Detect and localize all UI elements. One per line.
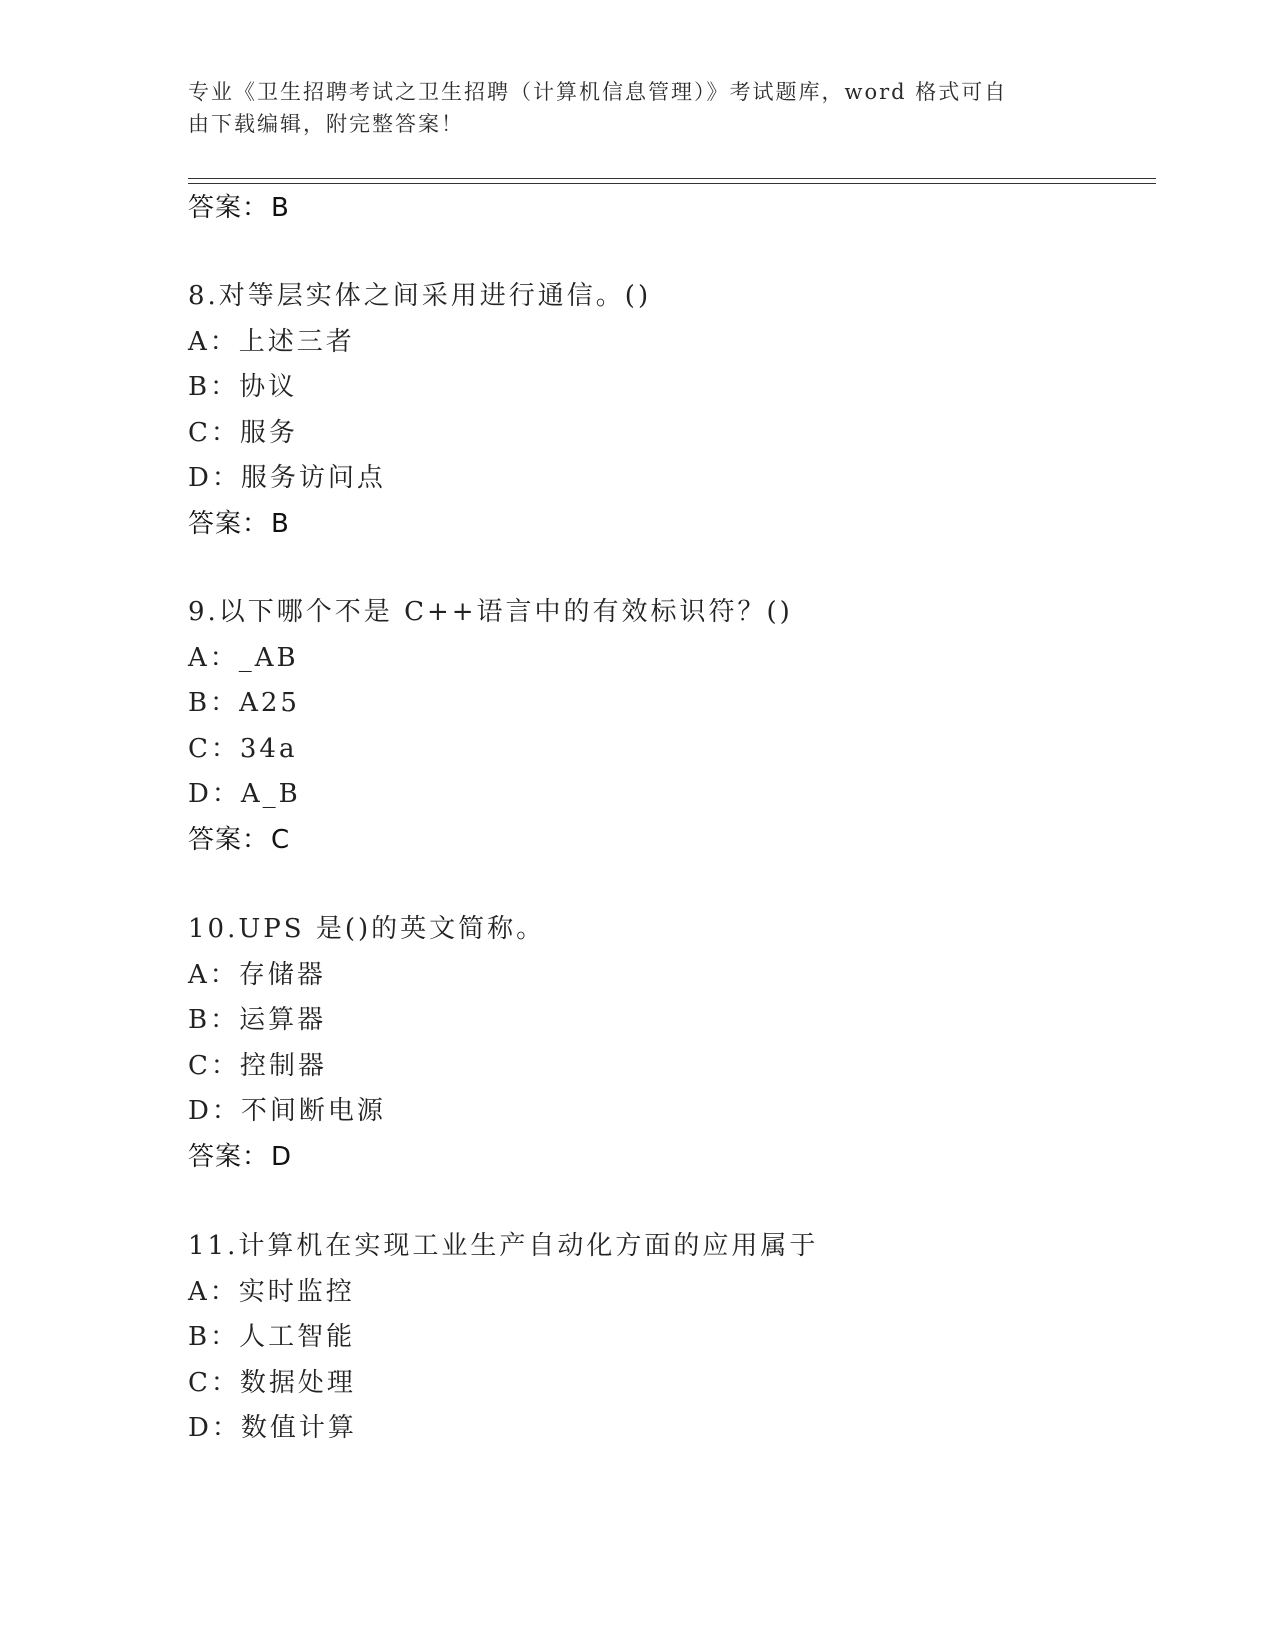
answer-label: 答案： [188,824,270,855]
answer-line [188,502,651,548]
answer-line [188,818,793,864]
header-rule-bottom [188,183,1156,184]
question-title: 11.计算机在实现工业生产自动化方面的应用属于 [188,1231,819,1261]
option-a: A：上述三者 [188,326,355,357]
answer-value: D [271,1141,293,1172]
question-title: 9.以下哪个不是 C++语言中的有效标识符？() [188,597,793,627]
answer-value: B [271,193,290,223]
option-b: B：A25 [188,688,300,718]
option-b: B：协议 [188,372,298,402]
answer-value: C [271,824,291,855]
option-c: C：服务 [188,417,298,448]
option-c: C：控制器 [188,1050,327,1081]
option-d: D：数值计算 [188,1413,357,1443]
header-line-1: 专业《卫生招聘考试之卫生招聘（计算机信息管理）》考试题库，word 格式可自 [188,80,1008,104]
option-d: D：服务访问点 [188,463,386,493]
answer-line [188,1135,545,1181]
option-a: A：实时监控 [188,1276,355,1307]
prev-answer-block [188,186,290,232]
option-d: D：A_B [188,779,301,809]
option-c: C：数据处理 [188,1367,356,1398]
question-10 [188,907,545,1180]
option-d: D：不间断电源 [188,1096,386,1126]
question-8 [188,274,651,547]
option-c: C：34a [188,733,298,764]
question-title: 8.对等层实体之间采用进行通信。() [188,281,652,311]
question-9 [188,590,793,863]
answer-line [188,186,290,232]
answer-value: B [271,508,290,539]
question-title: 10.UPS 是()的英文简称。 [188,914,546,944]
option-b: B：运算器 [188,1005,327,1035]
answer-label: 答案： [188,193,270,223]
option-a: A：_AB [188,642,299,673]
answer-label: 答案： [188,1141,270,1172]
option-b: B：人工智能 [188,1322,356,1352]
question-11 [188,1224,818,1452]
answer-label: 答案： [188,508,270,539]
option-a: A：存储器 [188,959,326,990]
header-line-2: 由下载编辑，附完整答案！ [188,112,464,136]
header-rule-top [188,178,1156,179]
document-header [188,76,1088,140]
